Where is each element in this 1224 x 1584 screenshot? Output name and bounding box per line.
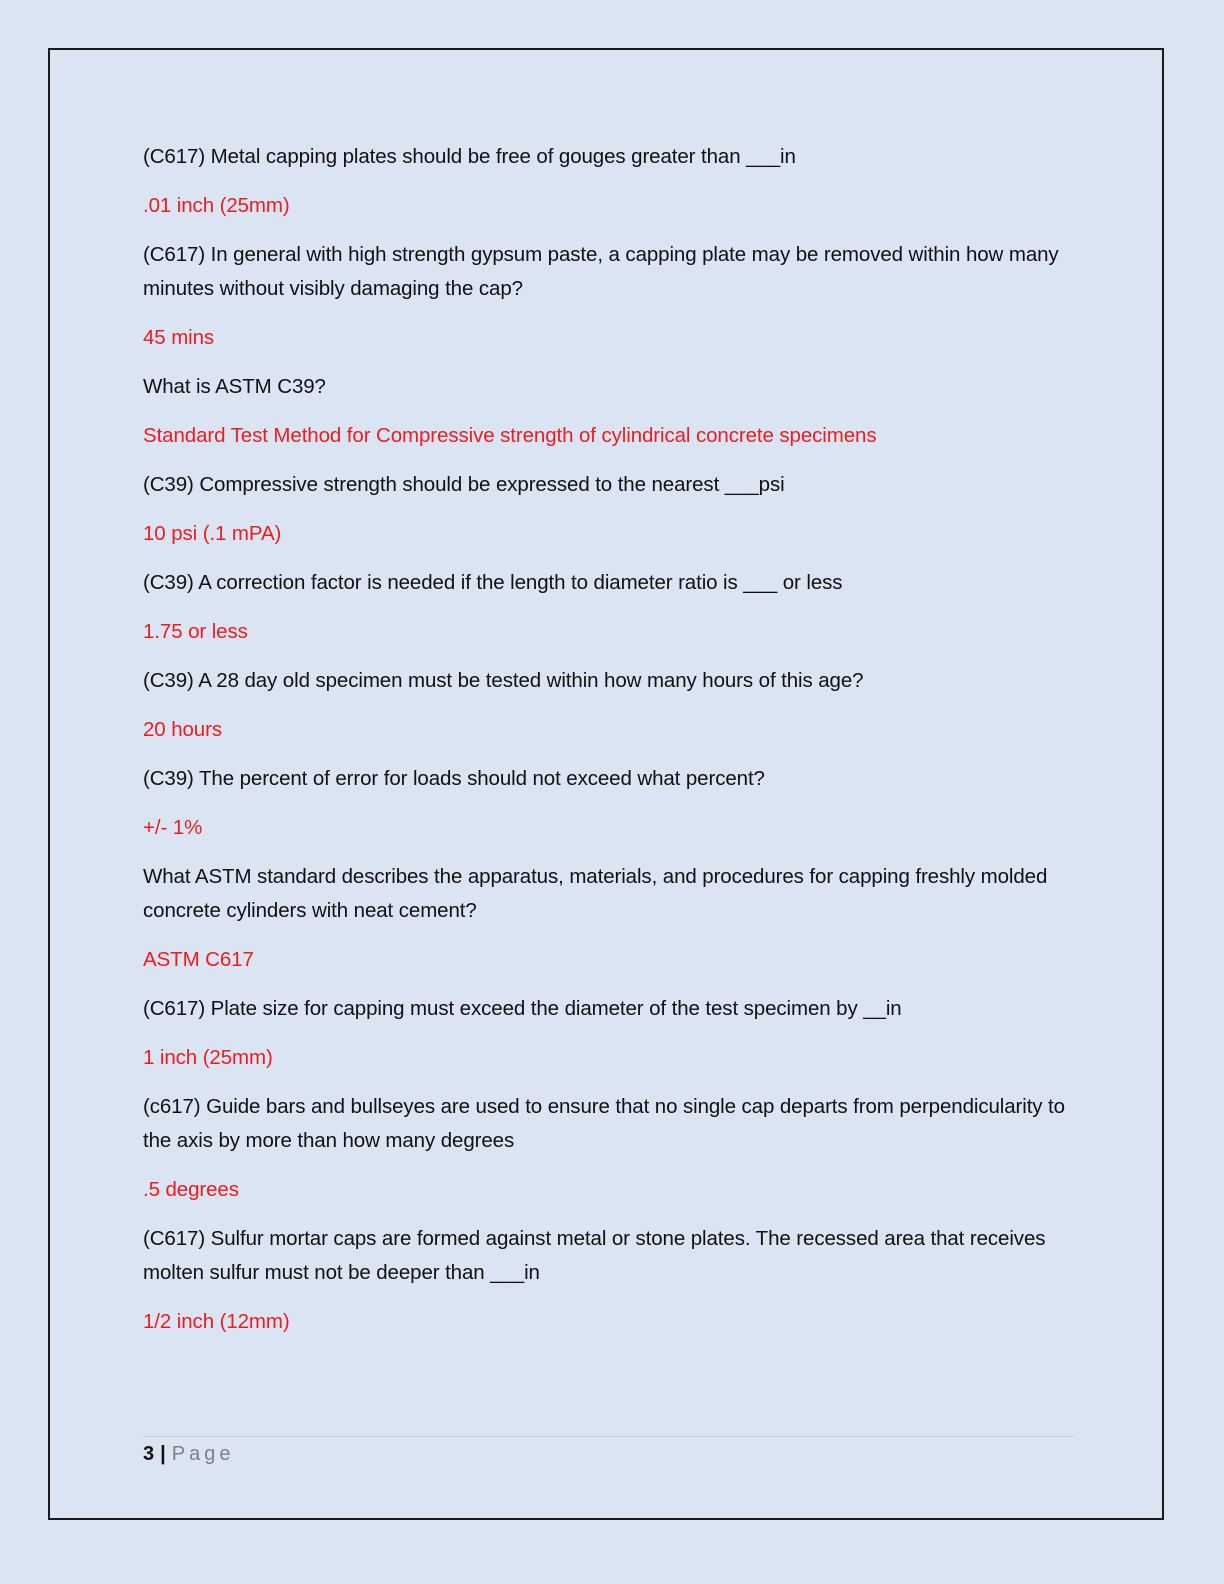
question-text: (C617) Metal capping plates should be free of gouges greater than ___in <box>143 145 796 168</box>
answer-text: 45 mins <box>143 326 215 349</box>
answer-text: 1 inch (25mm) <box>143 1046 273 1069</box>
question-text: (C617) Plate size for capping must exceed the diameter of the test specimen by __in <box>143 997 902 1020</box>
answer-text: 1/2 inch (12mm) <box>143 1310 290 1333</box>
page-footer <box>143 1438 234 1470</box>
question-text: (C617) Sulfur mortar caps are formed against metal or stone plates. The recessed area that receives molten sulfur must not be deeper than ___in <box>143 1227 1046 1284</box>
footer-separator: | <box>160 1443 166 1465</box>
page-label: Page <box>171 1443 235 1465</box>
question-text: What ASTM standard describes the apparatus, materials, and procedures for capping freshly molded concrete cylinders with neat cement? <box>143 865 1048 922</box>
question-text: (C39) The percent of error for loads should not exceed what percent? <box>143 767 765 790</box>
question-text: (C39) Compressive strength should be expressed to the nearest ___psi <box>143 473 785 496</box>
question-text: (C617) In general with high strength gypsum paste, a capping plate may be removed within how many minutes without visibly damaging the cap? <box>143 243 1059 300</box>
document-body <box>143 140 1078 1354</box>
answer-text: +/- 1% <box>143 816 203 839</box>
answer-text: .5 degrees <box>143 1178 239 1201</box>
answer-text: 1.75 or less <box>143 620 248 643</box>
question-text: (C39) A 28 day old specimen must be tested within how many hours of this age? <box>143 669 864 692</box>
answer-text: .01 inch (25mm) <box>143 194 290 217</box>
question-text: (c617) Guide bars and bullseyes are used to ensure that no single cap departs from perpendicularity to the axis by more than how many degrees <box>143 1095 1065 1152</box>
answer-text: ASTM C617 <box>143 948 254 971</box>
question-text: What is ASTM C39? <box>143 375 326 398</box>
answer-text: Standard Test Method for Compressive strength of cylindrical concrete specimens <box>143 424 877 447</box>
answer-text: 20 hours <box>143 718 222 741</box>
answer-text: 10 psi (.1 mPA) <box>143 522 282 545</box>
question-text: (C39) A correction factor is needed if the length to diameter ratio is ___ or less <box>143 571 843 594</box>
page-number: 3 <box>143 1443 155 1465</box>
footer-divider <box>143 1436 1074 1437</box>
